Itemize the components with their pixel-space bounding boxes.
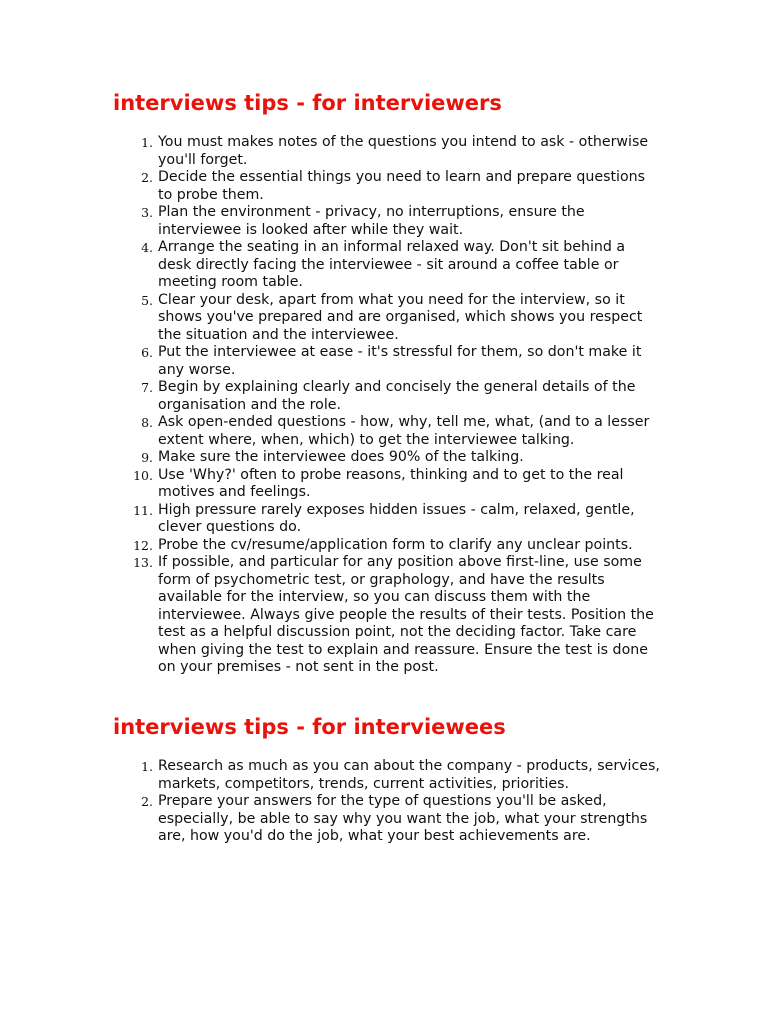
list-item <box>100 134 660 169</box>
list-item-text: Decide the essential things you need to learn and prepare questions to probe them. <box>158 169 646 203</box>
list-item-number: 13. <box>133 555 153 570</box>
list-item-text: Make sure the interviewee does 90% of the talking. <box>158 449 524 465</box>
list-item <box>100 414 660 449</box>
list-item-text: High pressure rarely exposes hidden issues - calm, relaxed, gentle, clever questions do. <box>158 501 635 535</box>
list-item <box>100 502 660 537</box>
list-item <box>100 554 660 677</box>
tips-list-interviewees <box>100 758 660 846</box>
list-item-number: 2. <box>141 170 153 185</box>
list-item-number: 1. <box>141 759 153 774</box>
list-item-text: Plan the environment - privacy, no interruptions, ensure the interviewee is looked after while they wait. <box>158 204 585 238</box>
list-item-number: 12. <box>133 537 153 553</box>
list-item-number: 8. <box>141 415 153 430</box>
list-item <box>100 758 660 793</box>
list-item-text: Put the interviewee at ease - it's stressful for them, so don't make it any worse. <box>158 344 642 378</box>
list-item-number: 7. <box>141 380 153 395</box>
list-item-number: 4. <box>141 240 153 255</box>
list-item <box>100 344 660 379</box>
list-item-text: Arrange the seating in an informal relaxed way. Don't sit behind a desk directly facing the interviewee - sit around a coffee table or meeting room table. <box>158 239 626 290</box>
list-item-number: 5. <box>141 292 153 308</box>
tips-list-interviewers <box>100 134 660 677</box>
list-item <box>100 793 660 846</box>
list-item-number: 11. <box>133 502 153 518</box>
list-item <box>100 169 660 204</box>
list-item-number: 2. <box>141 794 153 809</box>
list-item-text: Ask open-ended questions - how, why, tell me, what, (and to a lesser extent where, when, which) to get the interviewee talking. <box>158 414 650 448</box>
list-item-text: Prepare your answers for the type of questions you'll be asked, especially, be able to say why you want the job, what your strengths are, how you'd do the job, what your best achievements are. <box>158 793 648 844</box>
list-item-text: If possible, and particular for any position above first-line, use some form of psychometric test, or graphology, and have the results available for the interview, so you can discuss them with the interviewee. Always give people the results of their tests. Position the test as a helpful discussion point, not the deciding factor. Take care when giving the test to explain and reassure. Ensure the test is done on your premises - not sent in the post. <box>158 554 654 675</box>
section-heading-interviewees: interviews tips - for interviewees <box>113 715 506 739</box>
list-item <box>100 449 660 467</box>
list-item-text: You must makes notes of the questions you intend to ask - otherwise you'll forget. <box>158 134 649 168</box>
list-item-number: 1. <box>141 135 153 150</box>
list-item-number: 6. <box>141 345 153 360</box>
list-item-text: Probe the cv/resume/application form to clarify any unclear points. <box>158 536 633 553</box>
list-item-text: Research as much as you can about the company - products, services, markets, competitors, trends, current activities, priorities. <box>158 758 660 792</box>
list-item-number: 3. <box>141 205 153 220</box>
list-item <box>100 239 660 292</box>
list-item-text: Clear your desk, apart from what you need for the interview, so it shows you've prepared and are organised, which shows you respect the situation and the interviewee. <box>158 291 643 343</box>
list-item <box>100 204 660 239</box>
list-item-number: 10. <box>133 467 153 483</box>
list-item-text: Begin by explaining clearly and concisely the general details of the organisation and the role. <box>158 379 636 413</box>
list-item <box>100 379 660 414</box>
list-item <box>100 292 660 345</box>
list-item <box>100 537 660 555</box>
list-item <box>100 467 660 502</box>
section-heading-interviewers: interviews tips - for interviewers <box>113 91 502 115</box>
list-item-text: Use 'Why?' often to probe reasons, thinking and to get to the real motives and feelings. <box>158 466 624 500</box>
list-item-number: 9. <box>141 450 153 465</box>
